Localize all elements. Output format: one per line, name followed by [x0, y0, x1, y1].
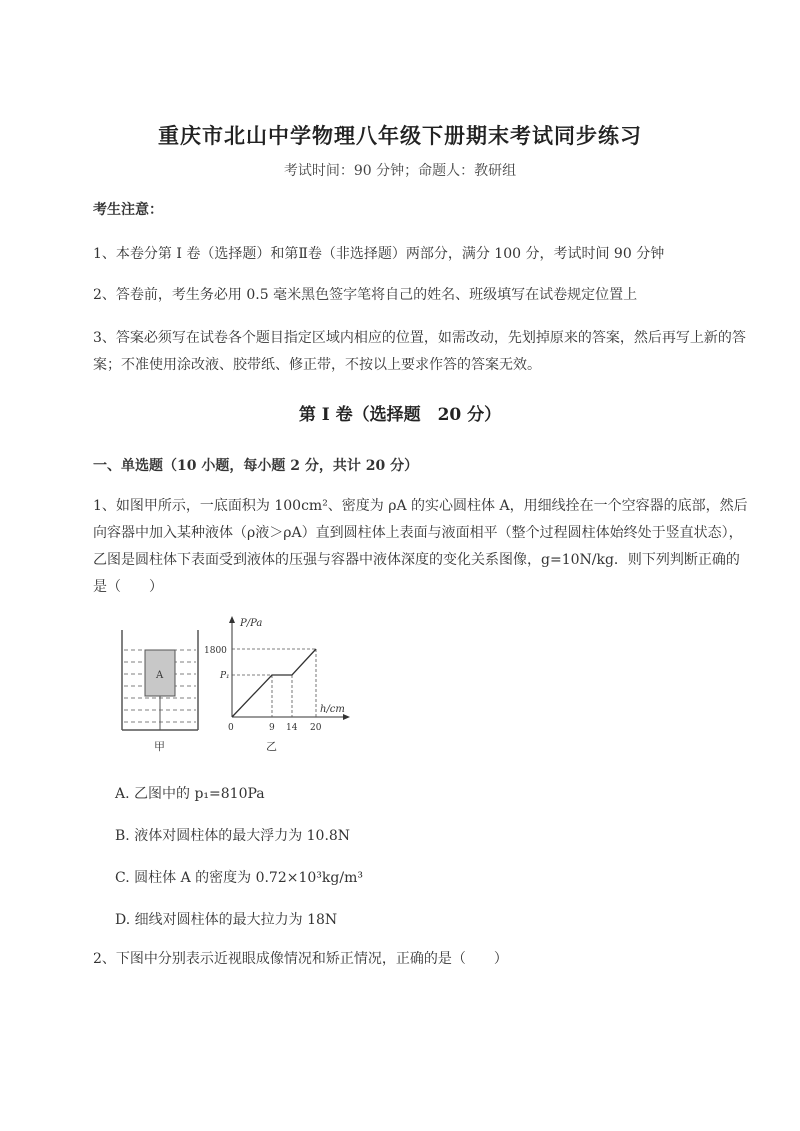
page-subtitle: 考试时间：90 分钟；命题人：教研组 — [283, 163, 517, 179]
question-1-option-c[interactable]: C. 圆柱体 A 的密度为 0.72×10³kg/m³ — [115, 870, 363, 886]
page-title: 重庆市北山中学物理八年级下册期末考试同步练习 — [158, 123, 642, 148]
question-1-option-d[interactable]: D. 细线对圆柱体的最大拉力为 18N — [115, 912, 338, 928]
section-title: 第 I 卷（选择题 20 分） — [298, 405, 502, 425]
question-1-text: 1、如图甲所示，一底面积为 100cm²、密度为 ρA 的实心圆柱体 A，用细线拴在一个空容器的底部，然后向容器中加入某种液体（ρ液＞ρA）直到圆柱体上表面与液面相平（整个过程圆柱体始终处于竖直状态），乙图是圆柱体下表面受到液体的压强与容器中液体深度的变化关系图像，g=10N/kg．则下列判断正确的是（ ） — [93, 498, 748, 595]
y-tick-p1: P₁ — [220, 671, 230, 681]
notice-heading: 考生注意： — [93, 202, 163, 218]
question-1-figure — [110, 612, 370, 762]
notice-item-1: 1、本卷分第 I 卷（选择题）和第Ⅱ卷（非选择题）两部分，满分 100 分，考试时间 90 分钟 — [93, 246, 665, 262]
x-tick-9: 9 — [269, 723, 275, 733]
x-tick-14: 14 — [286, 723, 298, 733]
x-tick-20: 20 — [310, 723, 322, 733]
question-2-text: 2、下图中分别表示近视眼成像情况和矫正情况，正确的是（ ） — [93, 951, 508, 967]
cylinder-label: A — [156, 670, 164, 681]
x-axis-label: h/cm — [320, 704, 345, 715]
figure-left-caption: 甲 — [154, 740, 165, 753]
y-tick-1800: 1800 — [204, 646, 227, 656]
figure-right-caption: 乙 — [266, 740, 277, 753]
question-1-option-a[interactable]: A. 乙图中的 p₁=810Pa — [115, 786, 265, 802]
part-heading: 一、单选题（10 小题，每小题 2 分，共计 20 分） — [93, 458, 419, 474]
question-1-option-b[interactable]: B. 液体对圆柱体的最大浮力为 10.8N — [115, 828, 351, 844]
notice-item-2: 2、答卷前，考生务必用 0.5 毫米黑色签字笔将自己的姓名、班级填写在试卷规定位置上 — [93, 287, 638, 303]
notice-item-3: 3、答案必须写在试卷各个题目指定区域内相应的位置，如需改动，先划掉原来的答案，然后再写上新的答案；不准使用涂改液、胶带纸、修正带，不按以上要求作答的答案无效。 — [93, 330, 746, 373]
x-tick-0: 0 — [228, 723, 234, 733]
y-axis-label: P/Pa — [240, 618, 263, 629]
